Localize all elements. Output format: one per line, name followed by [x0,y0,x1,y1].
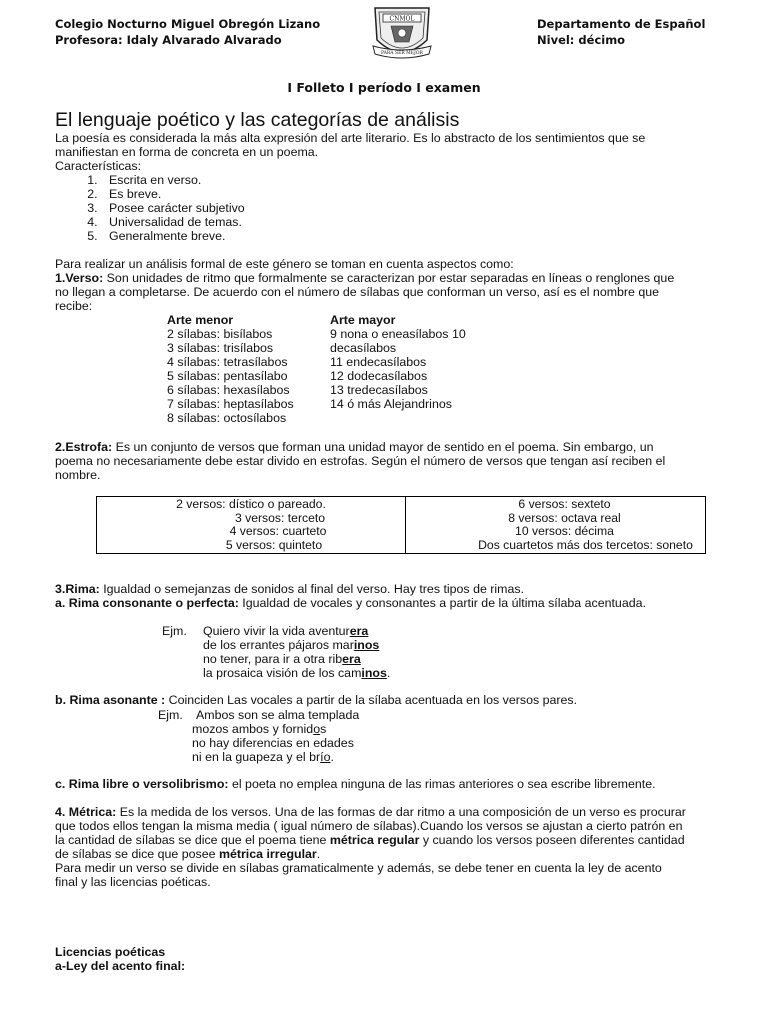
estrofa-table [96,496,706,554]
arte-mayor-header: Arte mayor [330,313,396,327]
rima-consonante-line: a. Rima consonante o perfecta: Igualdad de vocales y consonantes a partir de la última sílaba acentuada. [55,596,646,610]
arte-menor-item: 2 sílabas: bisílabos [167,327,273,341]
arte-menor-item: 3 sílabas: trisílabos [167,341,274,355]
characteristics-list [55,173,735,243]
metrica-irregular: métrica irregular [218,847,317,861]
estrofa-section [55,440,735,482]
ejm-label: Ejm. [158,708,183,722]
list-item: 2. Es breve. [101,187,735,201]
estrofa-line-2: poema no necesariamente debe estar divido en estrofas. Según el número de versos que tengan así reciben el [55,454,666,468]
syllable-table [167,313,466,425]
licencias-heading [55,945,185,973]
folleto-subtitle: I Folleto I período I examen [287,80,481,95]
poem-line: ni en la guapeza y el brío. [192,750,334,764]
estrofa-right-item: 10 versos: décima [515,524,614,538]
arte-menor-item: 4 sílabas: tetrasílabos [167,355,288,369]
metrica-line-3: la cantidad de sílabas se dice que el poema tiene métrica regular y cuando los versos poseen diferentes cantidad [55,833,685,847]
poem-line: no tener, para ir a otra ribera [203,652,361,666]
level-name: Nivel: décimo [537,33,626,47]
metrica-section [55,805,745,889]
school-seal-logo [369,2,435,64]
metrica-label: 4. Métrica: [55,805,117,819]
metrica-line-4: de sílabas se dice que posee métrica irregular. [55,847,321,861]
rima-asonante-label: b. Rima asonante [55,693,158,707]
verso-line-2: no llegan a completarse. De acuerdo con el número de sílabas que conforman un verso, así es el nombre que [55,285,660,299]
estrofa-right-item: 8 versos: octava real [508,510,621,525]
school-name: Colegio Nocturno Miguel Obregón Lizano [55,17,321,31]
estrofa-line-3: nombre. [55,468,101,482]
poem-line: no hay diferencias en edades [192,736,354,750]
metrica-line-5: Para medir un verso se divide en sílabas gramaticalmente y además, se debe tener en cuenta la ley de acento [55,861,662,875]
estrofa-label: 2.Estrofa: [55,440,113,454]
verso-section [55,257,735,313]
estrofa-left-item: 4 versos: cuarteto [229,524,327,538]
arte-menor-item: 8 sílabas: octosílabos [167,411,287,425]
estrofa-table-left-cell [97,497,406,554]
rima-consonante-label: a. Rima consonante o perfecta: [55,596,239,610]
verso-label: 1.Verso: [55,271,104,285]
estrofa-left-item: 3 versos: terceto [234,510,326,525]
poem-line: de los errantes pájaros marinos [203,638,380,652]
arte-menor-header: Arte menor [167,313,234,327]
arte-menor-item: 7 sílabas: heptasílabos [167,397,294,411]
poem-line: la prosaica visión de los caminos. [203,666,391,680]
metrica-line-1: 4. Métrica: Es la medida de los versos. Una de las formas de dar ritmo a una composición de un verso es procurar [55,805,686,819]
estrofa-right-item: Dos cuartetos más dos tercetos: soneto [478,537,693,552]
intro-line-2: manifiestan en forma de concreta en un poema. [55,145,319,159]
header-right [537,16,705,48]
rima-line: 3.Rima: Igualdad o semejanzas de sonidos al final del verso. Hay tres tipos de rimas. [55,582,525,596]
metrica-line-6: final y las licencias poéticas. [55,875,211,889]
seal-text-top: CNMOL [389,15,415,23]
metrica-line-2: que todos ellos tengan la misma media ( igual número de sílabas).Cuando los versos se ajustan a cierto patrón en [55,819,683,833]
poem-line: Quiero vivir la vida aventurera [203,624,369,638]
characteristics-label: Características: [55,159,142,173]
metrica-regular: métrica regular [329,833,420,847]
list-item: 1. Escrita en verso. [101,173,735,187]
list-item: 4. Universalidad de temas. [101,215,735,229]
arte-mayor-item: 14 ó más Alejandrinos [330,397,452,411]
ejm-label: Ejm. [162,624,187,638]
header-left [55,16,320,48]
poem-line: Ambos son se alma templada [196,708,360,722]
licencias-poeticas: Licencias poéticas [55,945,166,959]
rima-asonante-line: b. Rima asonante : Coinciden Las vocales a partir de la sílaba acentuada en los versos pares. [55,693,578,707]
analysis-intro: Para realizar un análisis formal de este género se toman en cuenta aspectos como: [55,257,514,271]
arte-mayor-item: decasílabos [330,341,397,355]
list-item: 3. Posee carácter subjetivo [101,201,735,215]
poem-line: mozos ambos y fornidos [192,722,327,736]
estrofa-right-item: 6 versos: sexteto [518,497,611,511]
rima-libre-line: c. Rima libre o versolibrismo: el poeta no emplea ninguna de las rimas anteriores o sea escribe libremente. [55,777,656,791]
asonante-example [192,708,359,764]
arte-mayor-item: 13 tredecasílabos [330,383,428,397]
estrofa-left-item: 5 versos: quinteto [225,537,323,552]
intro-section [55,131,735,243]
list-item: 5. Generalmente breve. [101,229,735,243]
estrofa-line-1: 2.Estrofa: Es un conjunto de versos que forman una unidad mayor de sentido en el poema. Sin embargo, un [55,440,654,454]
teacher-name: Profesora: Idaly Alvarado Alvarado [55,33,282,47]
arte-mayor-item: 9 nona o eneasílabos 10 [330,327,466,341]
estrofa-table-right-cell [406,497,706,554]
seal-text-bottom: PARA SER MEJOR [381,51,423,56]
consonante-example [203,624,390,680]
ley-acento-final: a-Ley del acento final: [55,959,186,973]
department-name: Departamento de Español [537,17,706,31]
arte-menor-item: 6 sílabas: hexasílabos [167,383,290,397]
arte-mayor-item: 12 dodecasílabos [330,369,428,383]
arte-menor-item: 5 sílabas: pentasílabo [167,369,288,383]
rima-section [55,582,735,610]
page-title: El lenguaje poético y las categorías de análisis [55,109,460,131]
intro-line-1: La poesía es considerada la más alta expresión del arte literario. Es lo abstracto de los sentimientos que se [55,131,646,145]
arte-mayor-item: 11 endecasílabos [330,355,427,369]
verso-line-1: 1.Verso: Son unidades de ritmo que formalmente se caracterizan por estar separadas en líneas o renglones que [55,271,675,285]
verso-line-3: recibe: [55,299,93,313]
estrofa-left-item: 2 versos: dístico o pareado. [176,497,326,511]
arte-mayor-item [330,411,466,425]
rima-label: 3.Rima: [55,582,100,596]
rima-libre-label: c. Rima libre o versolibrismo: [55,777,229,791]
